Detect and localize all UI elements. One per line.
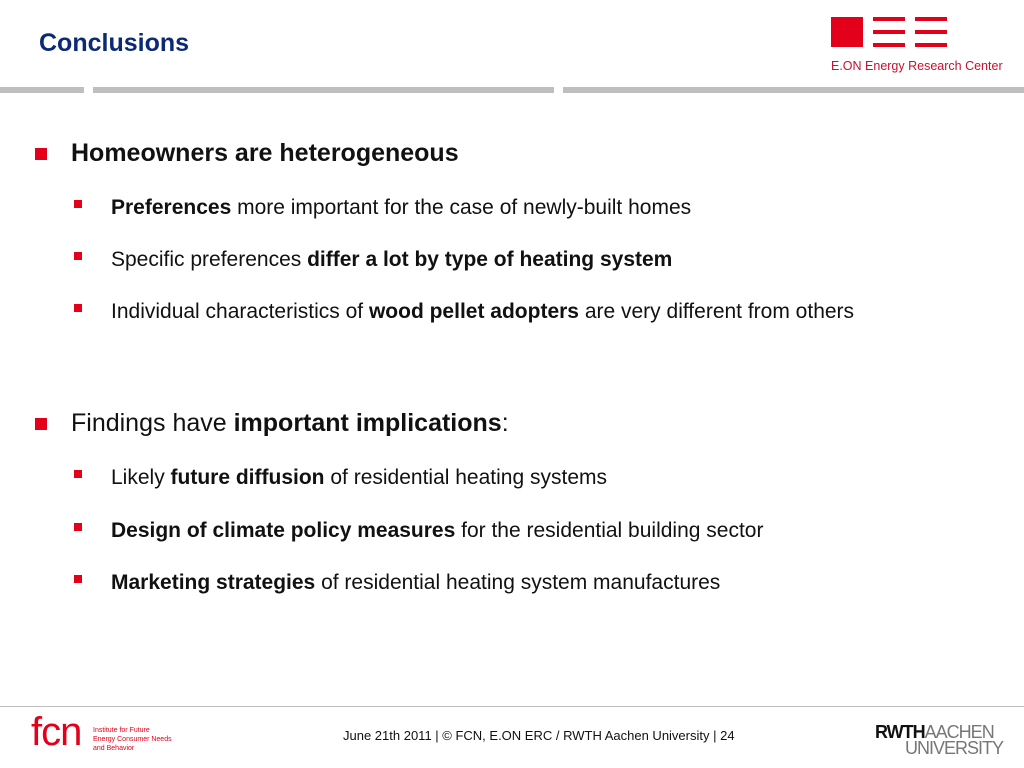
sub-bullet-1-1-text <box>111 196 691 219</box>
slide-title: Conclusions <box>39 29 190 57</box>
fcn-logo-caption <box>93 726 172 753</box>
sub-bullet-1-3-text <box>111 300 854 323</box>
sub-bullet-marker <box>74 470 82 478</box>
bullet-marker <box>35 418 47 430</box>
eon-erc-logo <box>829 15 1003 77</box>
footer-rule <box>0 706 1024 707</box>
fcn-logo-mark: fcn <box>31 710 82 754</box>
sub-bullet-1-1 <box>111 184 971 231</box>
logo-bar <box>873 17 905 21</box>
rwth-logo-light: AACHEN <box>924 722 994 742</box>
bullet-marker <box>35 148 47 160</box>
logo-bar <box>915 43 947 47</box>
text-run: Likely <box>111 466 171 489</box>
footer-text: June 21th 2011 | © FCN, E.ON ERC / RWTH Aachen University | 24 <box>343 728 735 743</box>
sub-bullet-marker <box>74 252 82 260</box>
rwth-logo-line2: UNIVERSITY <box>905 738 1004 758</box>
sub-bullet-2-2-text <box>111 519 763 542</box>
sub-bullet-1-3 <box>111 288 951 335</box>
logo-bar <box>873 30 905 34</box>
logo-text: E.ON Energy Research Center <box>831 59 1003 73</box>
header-rule <box>563 87 1024 93</box>
sub-bullet-1-2-text <box>111 248 672 271</box>
text-run: of residential heating systems <box>324 466 607 489</box>
fcn-caption-line: and Behavior <box>93 745 135 752</box>
rwth-logo <box>875 722 1004 760</box>
bullet-1 <box>71 139 459 168</box>
header-rule <box>93 87 554 93</box>
fcn-caption-line: Institute for Future <box>93 727 150 734</box>
sub-bullet-2-3-text <box>111 571 720 594</box>
header-rule <box>0 87 84 93</box>
fcn-logo <box>31 710 181 758</box>
sub-bullet-marker <box>74 523 82 531</box>
logo-red-square <box>831 17 863 47</box>
text-run: Findings have <box>71 409 234 437</box>
sub-bullet-marker <box>74 575 82 583</box>
bullet-1-text <box>71 139 459 167</box>
bullet-2-text <box>71 409 509 437</box>
sub-bullet-2-1 <box>111 454 971 501</box>
text-run: differ a lot by type of heating system <box>307 248 673 271</box>
text-run: important implications <box>233 409 502 437</box>
fcn-caption-line: Energy Consumer Needs <box>93 736 172 743</box>
text-run: future diffusion <box>170 466 325 489</box>
sub-bullet-2-1-text <box>111 466 607 489</box>
text-run: Homeowners are heterogeneous <box>71 139 459 167</box>
text-run: wood pellet adopters <box>368 300 579 323</box>
text-run: for the residential building sector <box>455 519 764 542</box>
sub-bullet-2-2 <box>111 507 971 554</box>
rwth-logo-bold: RWTH <box>875 722 925 742</box>
sub-bullet-marker <box>74 304 82 312</box>
text-run: of residential heating system manufactures <box>315 571 721 594</box>
bullet-2 <box>71 409 509 438</box>
text-run: : <box>501 409 509 437</box>
logo-bar <box>873 43 905 47</box>
text-run: Specific preferences <box>111 248 308 271</box>
logo-bar <box>915 17 947 21</box>
sub-bullet-marker <box>74 200 82 208</box>
text-run: are very different from others <box>578 300 855 323</box>
text-run: Marketing strategies <box>111 571 316 594</box>
logo-bar <box>915 30 947 34</box>
text-run: Preferences <box>111 196 232 219</box>
text-run: Individual characteristics of <box>111 300 369 323</box>
text-run: Design of climate policy measures <box>111 519 456 542</box>
sub-bullet-1-2 <box>111 236 971 283</box>
text-run: more important for the case of newly-built homes <box>231 196 692 219</box>
sub-bullet-2-3 <box>111 559 971 606</box>
